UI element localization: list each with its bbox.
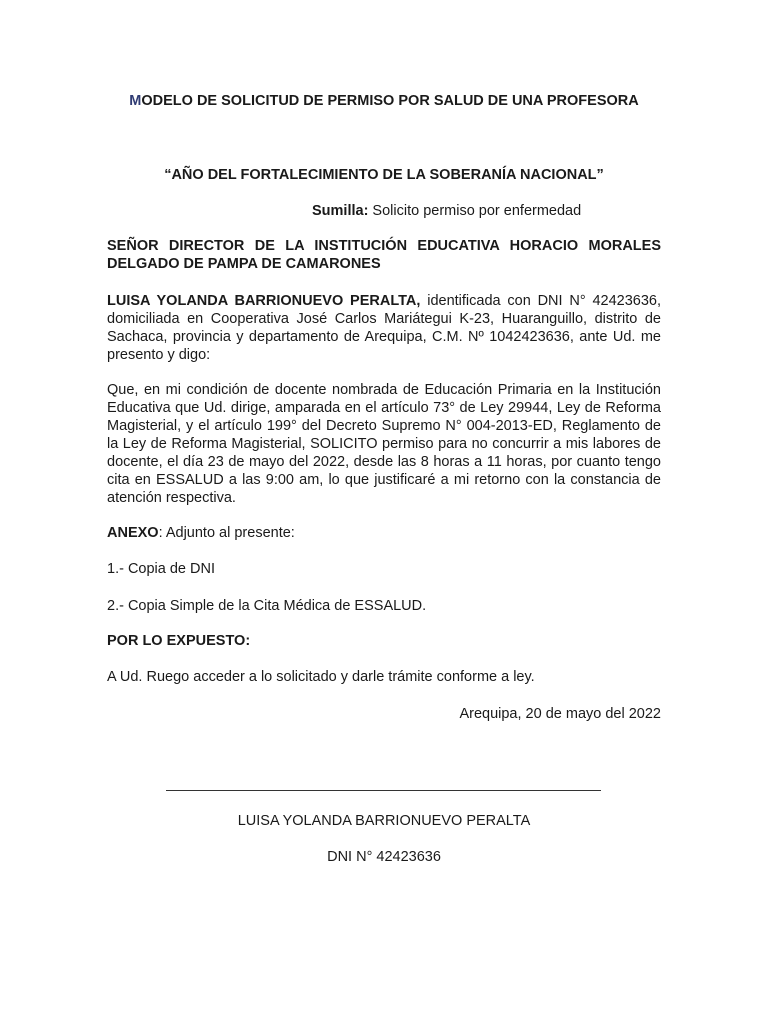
signature-dni: DNI N° 42423636 (327, 849, 441, 865)
addressee: SEÑOR DIRECTOR DE LA INSTITUCIÓN EDUCATIVA HORACIO MORALES DELGADO DE PAMPA DE CAMARONES (107, 238, 661, 272)
closing-request: A Ud. Ruego acceder a lo solicitado y darle trámite conforme a ley. (107, 669, 535, 685)
anexo-heading (107, 524, 661, 542)
title-rest: ODELO DE SOLICITUD DE PERMISO POR SALUD DE UNA PROFESORA (141, 93, 639, 109)
title-first-letter: M (129, 93, 142, 109)
sumilla-text: Solicito permiso por enfermedad (368, 203, 582, 219)
body-paragraph: Que, en mi condición de docente nombrada de Educación Primaria en la Institución Educativa que Ud. dirige, amparada en el artículo 73° de Ley 29944, Ley de Reforma Magisterial, y el artículo 199° del Decreto Supremo N° 004-2013-ED, Reglamento de la Ley de Reforma Magisterial, SOLICITO permiso para no concurrir a mis labores de docente, el día 23 de mayo del 2022, desde las 8 horas a 11 horas, por cuanto tengo cita en ESSALUD a las 9:00 am, lo que justificaré a mi retorno con la constancia de atención respectiva. (107, 382, 661, 506)
applicant-name: LUISA YOLANDA BARRIONUEVO PERALTA, (107, 293, 421, 309)
por-lo-expuesto: POR LO EXPUESTO: (107, 633, 251, 649)
year-motto: “AÑO DEL FORTALECIMIENTO DE LA SOBERANÍA NACIONAL” (164, 167, 604, 183)
intro-paragraph (107, 292, 661, 364)
place-date: Arequipa, 20 de mayo del 2022 (459, 706, 661, 722)
anexo-item: 1.- Copia de DNI (107, 561, 215, 577)
signature-line (166, 790, 601, 791)
document-title (107, 92, 661, 110)
anexo-text: : Adjunto al presente: (158, 525, 295, 541)
intro-text: identificada con DNI N° 42423636, domiciliada en Cooperativa José Carlos Mariátegui K-23, Huaranguillo, distrito de Sachaca, provincia y departamento de Arequipa, C.M. Nº 1042423636, ante Ud. me presento y digo: (107, 293, 661, 363)
signature-name: LUISA YOLANDA BARRIONUEVO PERALTA (237, 813, 531, 829)
sumilla (312, 202, 672, 220)
sumilla-label: Sumilla: (312, 203, 369, 219)
anexo-label: ANEXO (107, 525, 159, 541)
anexo-item: 2.- Copia Simple de la Cita Médica de ESSALUD. (107, 598, 427, 614)
